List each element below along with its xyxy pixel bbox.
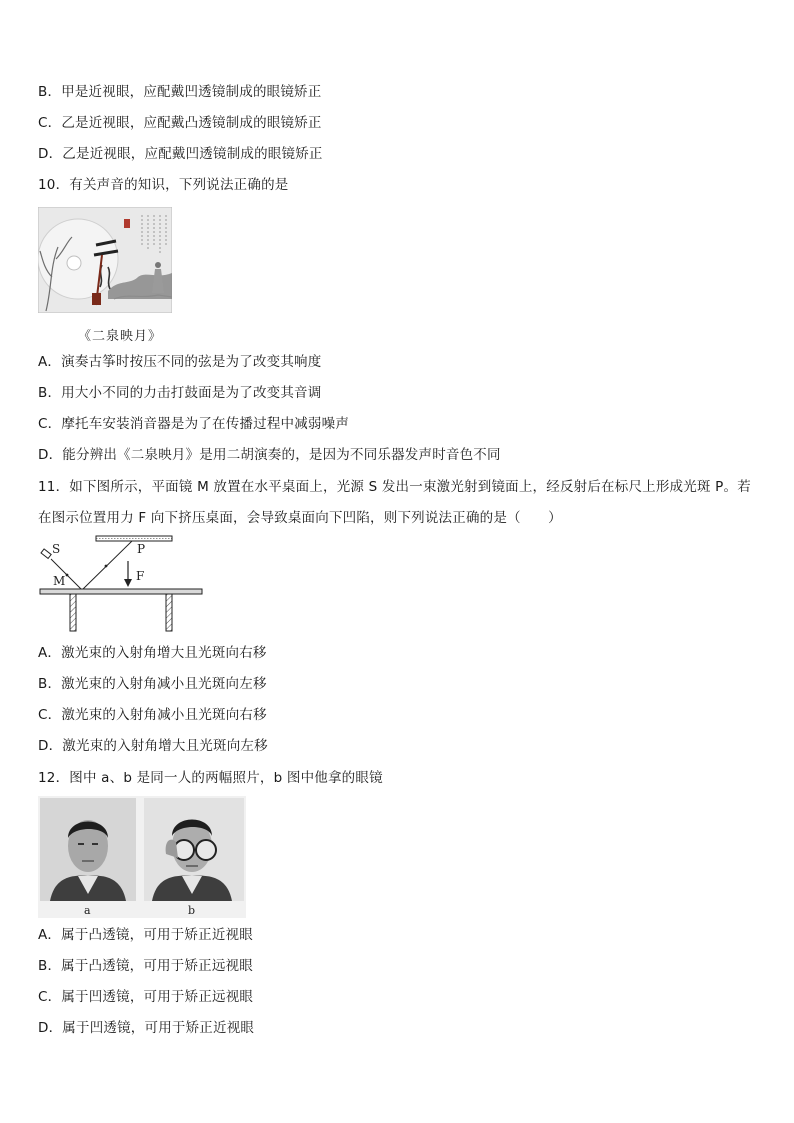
glasses-photos — [38, 796, 246, 918]
q11-stem-line2: 在图示位置用力 F 向下挤压桌面，会导致桌面向下凹陷，则下列说法正确的是（ ） — [38, 510, 562, 526]
label-b: b — [188, 904, 196, 917]
q9-option-c: C．乙是近视眼，应配戴凸透镜制成的眼镜矫正 — [38, 115, 322, 131]
label-m: M — [53, 574, 66, 588]
q12-option-b: B．属于凸透镜，可用于矫正远视眼 — [38, 958, 253, 974]
mirror-laser-diagram — [36, 533, 208, 635]
q10-option-c: C．摩托车安装消音器是为了在传播过程中减弱噪声 — [38, 416, 350, 432]
q12-stem: 12．图中 a、b 是同一人的两幅照片，b 图中他拿的眼镜 — [38, 770, 383, 786]
q10-option-a: A．演奏古筝时按压不同的弦是为了改变其响度 — [38, 354, 322, 370]
q10-stem: 10．有关声音的知识，下列说法正确的是 — [38, 177, 289, 193]
q12-option-c: C．属于凹透镜，可用于矫正远视眼 — [38, 989, 254, 1005]
q12-option-d: D．属于凹透镜，可用于矫正近视眼 — [38, 1020, 255, 1036]
q11-option-d: D．激光束的入射角增大且光斑向左移 — [38, 738, 268, 754]
label-a: a — [84, 904, 91, 917]
label-f: F — [136, 569, 145, 583]
label-p: P — [137, 542, 146, 556]
q11-option-b: B．激光束的入射角减小且光斑向左移 — [38, 676, 267, 692]
q11-stem-line1: 11．如下图所示，平面镜 M 放置在水平桌面上，光源 S 发出一束激光射到镜面上，经反射后在标尺上形成光斑 P。若 — [38, 479, 751, 495]
q9-option-b: B．甲是近视眼，应配戴凹透镜制成的眼镜矫正 — [38, 84, 322, 100]
erquan-yingyue-image — [38, 207, 172, 313]
q11-option-c: C．激光束的入射角减小且光斑向右移 — [38, 707, 267, 723]
image-caption: 《二泉映月》 — [78, 329, 163, 344]
q10-option-d: D．能分辨出《二泉映月》是用二胡演奏的，是因为不同乐器发声时音色不同 — [38, 447, 501, 463]
label-s: S — [52, 542, 61, 556]
q12-option-a: A．属于凸透镜，可用于矫正近视眼 — [38, 927, 253, 943]
q9-option-d: D．乙是近视眼，应配戴凹透镜制成的眼镜矫正 — [38, 146, 323, 162]
q10-option-b: B．用大小不同的力击打鼓面是为了改变其音调 — [38, 385, 322, 401]
q11-option-a: A．激光束的入射角增大且光斑向右移 — [38, 645, 267, 661]
